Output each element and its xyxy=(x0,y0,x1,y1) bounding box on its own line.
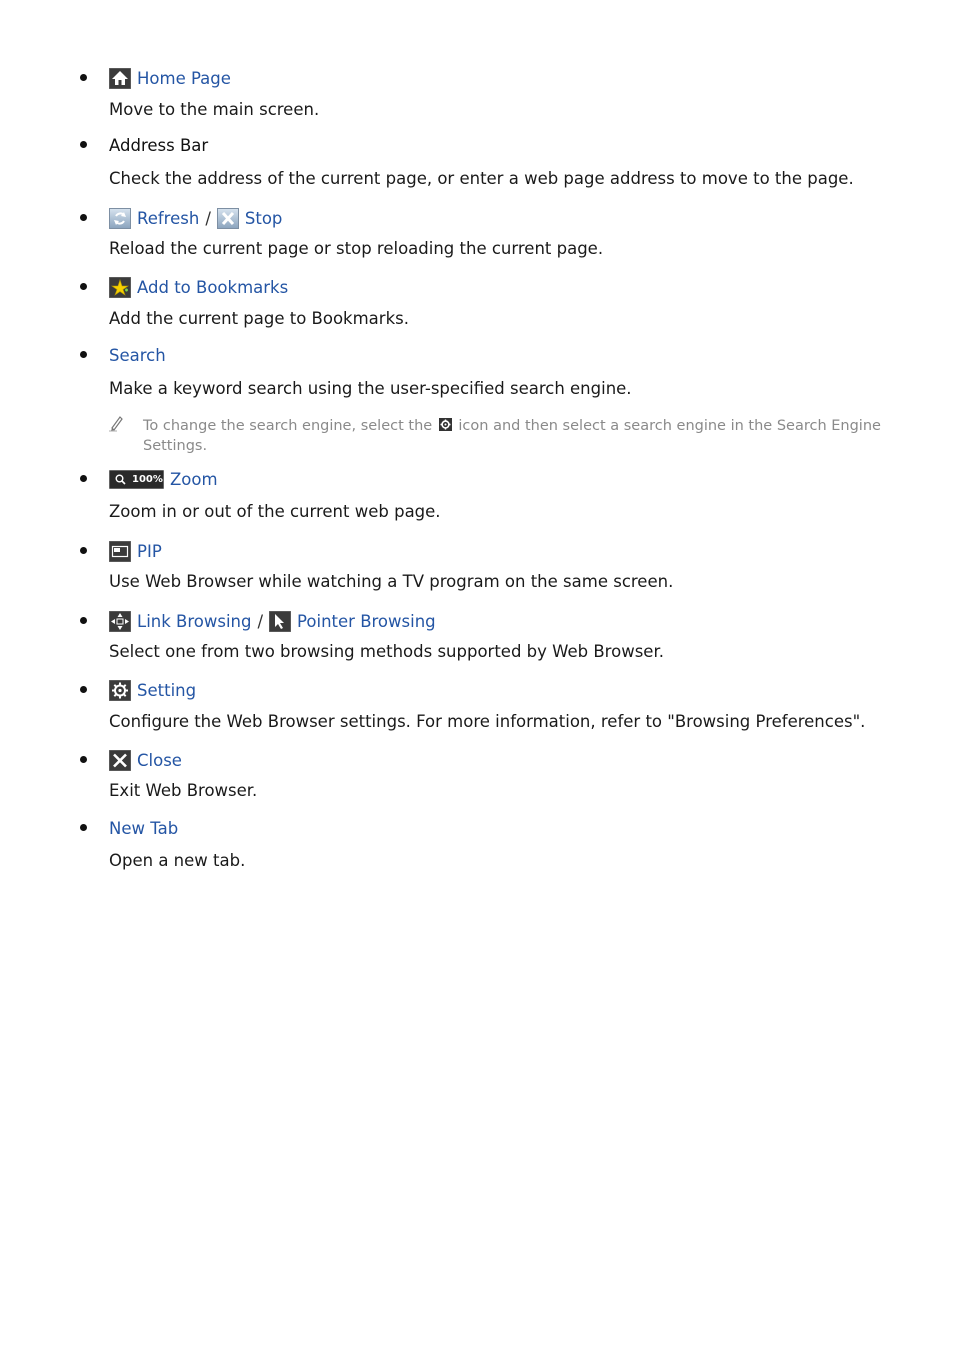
refresh-link[interactable]: Refresh xyxy=(137,208,200,228)
note-text-after: icon and then select a search engine in the Search Engine Settings. xyxy=(143,418,881,454)
bullet xyxy=(80,686,87,693)
bullet xyxy=(80,283,87,290)
gear-icon xyxy=(109,680,131,701)
bullet xyxy=(80,824,87,831)
new-tab-link[interactable]: New Tab xyxy=(109,818,179,838)
pencil-icon xyxy=(108,414,124,432)
bookmark-star-icon xyxy=(109,277,131,298)
bullet xyxy=(80,475,87,482)
browsing-mode-desc: Select one from two browsing methods supported by Web Browser. xyxy=(109,642,664,661)
bullet xyxy=(80,756,87,763)
stop-link[interactable]: Stop xyxy=(244,208,283,228)
zoom-badge xyxy=(109,470,164,489)
close-link[interactable]: Close xyxy=(137,750,182,770)
close-icon xyxy=(109,750,131,771)
bullet xyxy=(80,214,87,221)
gear-icon xyxy=(439,418,452,431)
note-text-before: To change the search engine, select the xyxy=(143,418,433,434)
setting-link[interactable]: Setting xyxy=(137,680,197,700)
zoom-desc: Zoom in or out of the current web page. xyxy=(109,502,441,521)
bullet xyxy=(80,617,87,624)
bullet xyxy=(80,74,87,81)
close-desc: Exit Web Browser. xyxy=(109,781,258,800)
home-icon xyxy=(109,68,131,89)
refresh-stop-desc: Reload the current page or stop reloading the current page. xyxy=(109,239,604,258)
pointer-browsing-link[interactable]: Pointer Browsing xyxy=(297,611,436,631)
address-bar-desc: Check the address of the current page, or enter a web page address to move to the page. xyxy=(109,169,854,188)
new-tab-desc: Open a new tab. xyxy=(109,851,246,870)
refresh-icon xyxy=(109,208,131,229)
link-browsing-icon xyxy=(109,611,131,632)
link-browsing-link[interactable]: Link Browsing xyxy=(137,611,252,631)
bullet xyxy=(80,351,87,358)
search-link[interactable]: Search xyxy=(109,345,166,365)
pip-link[interactable]: PIP xyxy=(137,541,162,561)
bullet xyxy=(80,547,87,554)
pip-icon xyxy=(109,541,131,562)
separator: / xyxy=(257,611,264,631)
pip-desc: Use Web Browser while watching a TV program on the same screen. xyxy=(109,572,674,591)
home-page-desc: Move to the main screen. xyxy=(109,100,320,119)
pointer-browsing-icon xyxy=(269,611,291,632)
address-bar-title: Address Bar xyxy=(109,135,209,155)
setting-desc: Configure the Web Browser settings. For more information, refer to "Browsing Preferences". xyxy=(109,712,866,731)
add-to-bookmarks-desc: Add the current page to Bookmarks. xyxy=(109,309,409,328)
search-desc: Make a keyword search using the user-specified search engine. xyxy=(109,379,632,398)
stop-icon xyxy=(217,208,239,229)
note-text xyxy=(143,416,888,456)
add-to-bookmarks-link[interactable]: Add to Bookmarks xyxy=(137,277,289,297)
home-page-link[interactable]: Home Page xyxy=(137,68,231,88)
magnifier-icon xyxy=(115,474,126,485)
zoom-link[interactable]: Zoom xyxy=(170,469,218,489)
zoom-level: 100% xyxy=(132,473,163,485)
separator: / xyxy=(205,208,211,228)
bullet xyxy=(80,141,87,148)
